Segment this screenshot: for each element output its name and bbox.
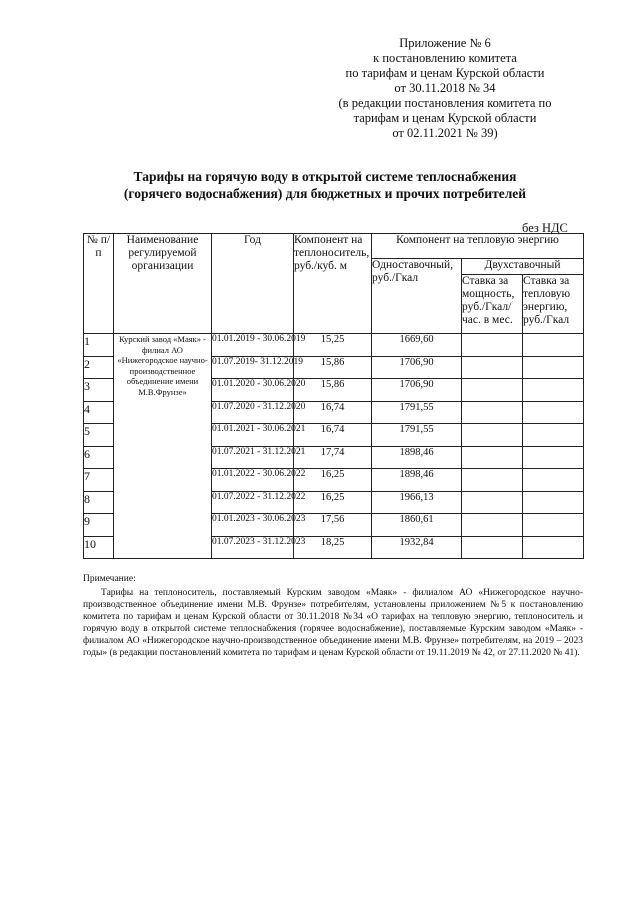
row-number: 4 <box>84 401 114 424</box>
row-single-rate: 1706,90 <box>372 379 462 402</box>
row-period: 01.01.2022 - 30.06.2022 <box>212 469 294 492</box>
row-period: 01.07.2023 - 31.12.2023 <box>212 536 294 559</box>
row-single-rate: 1791,55 <box>372 401 462 424</box>
row-power-rate <box>462 446 523 469</box>
row-energy-rate <box>523 514 584 537</box>
row-single-rate: 1898,46 <box>372 446 462 469</box>
appendix-line: Приложение № 6 <box>399 36 491 50</box>
row-energy-rate <box>523 334 584 357</box>
row-number: 5 <box>84 424 114 447</box>
document-title <box>60 168 590 202</box>
row-energy-rate <box>523 379 584 402</box>
row-power-rate <box>462 356 523 379</box>
row-energy-rate <box>523 424 584 447</box>
row-power-rate <box>462 401 523 424</box>
row-period: 01.01.2020 - 30.06.2020 <box>212 379 294 402</box>
row-carrier: 17,74 <box>294 446 372 469</box>
row-energy-rate <box>523 356 584 379</box>
note-title: Примечание: <box>83 574 136 584</box>
row-number: 6 <box>84 446 114 469</box>
header-organization: Наименование регулируемой организации <box>114 234 212 334</box>
row-carrier: 16,25 <box>294 491 372 514</box>
header-energy-rate: Ставка за тепловую энергию, руб./Гкал <box>523 275 584 334</box>
vat-note: без НДС <box>522 221 568 235</box>
title-line: (горячего водоснабжения) для бюджетных и прочих потребителей <box>123 186 527 201</box>
header-heat-carrier: Компонент на теплоноситель, руб./куб. м <box>294 234 372 334</box>
row-carrier: 15,86 <box>294 379 372 402</box>
header-heat-energy: Компонент на тепловую энергию <box>372 234 584 259</box>
row-carrier: 18,25 <box>294 536 372 559</box>
row-carrier: 15,25 <box>294 334 372 357</box>
row-period: 01.07.2022 - 31.12.2022 <box>212 491 294 514</box>
row-carrier: 17,56 <box>294 514 372 537</box>
appendix-line: (в редакции постановления комитета по <box>338 96 552 110</box>
header-single-rate: Одноставочный, руб./Гкал <box>372 259 462 334</box>
row-period: 01.07.2020 - 31.12.2020 <box>212 401 294 424</box>
header-num: № п/п <box>84 234 114 334</box>
appendix-line: от 02.11.2021 № 39) <box>392 126 498 140</box>
row-energy-rate <box>523 401 584 424</box>
row-number: 9 <box>84 514 114 537</box>
tariff-table <box>83 233 584 559</box>
organization-name: Курский завод «Маяк» - филиал АО «Нижегородское научно-производственное объединение имени М.В.Фрунзе» <box>114 334 212 559</box>
row-carrier: 16,74 <box>294 424 372 447</box>
row-power-rate <box>462 379 523 402</box>
row-period: 01.07.2021 - 31.12.2021 <box>212 446 294 469</box>
row-energy-rate <box>523 469 584 492</box>
row-number: 2 <box>84 356 114 379</box>
row-single-rate: 1966,13 <box>372 491 462 514</box>
row-number: 1 <box>84 334 114 357</box>
row-energy-rate <box>523 446 584 469</box>
row-carrier: 16,25 <box>294 469 372 492</box>
row-power-rate <box>462 469 523 492</box>
header-power-rate: Ставка за мощность, руб./Гкал/час. в мес. <box>462 275 523 334</box>
row-power-rate <box>462 536 523 559</box>
row-number: 10 <box>84 536 114 559</box>
row-carrier: 15,86 <box>294 356 372 379</box>
header-two-rate: Двухставочный <box>462 259 584 275</box>
table-row <box>84 334 584 357</box>
appendix-line: от 30.11.2018 № 34 <box>394 81 496 95</box>
row-single-rate: 1669,60 <box>372 334 462 357</box>
row-carrier: 16,74 <box>294 401 372 424</box>
row-single-rate: 1860,61 <box>372 514 462 537</box>
appendix-line: по тарифам и ценам Курской области <box>345 66 545 80</box>
row-power-rate <box>462 334 523 357</box>
row-period: 01.01.2021 - 30.06.2021 <box>212 424 294 447</box>
row-energy-rate <box>523 536 584 559</box>
row-period: 01.01.2023 - 30.06.2023 <box>212 514 294 537</box>
row-number: 7 <box>84 469 114 492</box>
row-number: 3 <box>84 379 114 402</box>
row-number: 8 <box>84 491 114 514</box>
row-single-rate: 1791,55 <box>372 424 462 447</box>
row-power-rate <box>462 491 523 514</box>
row-single-rate: 1706,90 <box>372 356 462 379</box>
row-single-rate: 1932,84 <box>372 536 462 559</box>
row-power-rate <box>462 514 523 537</box>
appendix-header <box>330 36 560 141</box>
appendix-line: к постановлению комитета <box>373 51 517 65</box>
note-text: Тарифы на теплоноситель, поставляемый Курским заводом «Маяк» - филиалом АО «Нижегородское научно-производственное объединение имени М.В. Фрунзе» потребителям, установлены приложением №5 к постановлению комитета по тарифам и ценам Курской области от 30.11.2018 №34 «О тарифах на тепловую энергию, теплоноситель и горячую воду в открытой системе теплоснабжения (горячее водоснабжение), поставляемые Курским заводом «Маяк» - филиалом АО «Нижегородское научно-производственное объединение имени М.В. Фрунзе» потребителям, на 2019 – 2023 годы» (в редакции постановлений комитета по тарифам и ценам Курской области от 19.11.2019 № 42, от 27.11.2020 № 41). <box>83 588 583 658</box>
row-single-rate: 1898,46 <box>372 469 462 492</box>
row-period: 01.07.2019- 31.12.2019 <box>212 356 294 379</box>
row-power-rate <box>462 424 523 447</box>
row-period: 01.01.2019 - 30.06.2019 <box>212 334 294 357</box>
appendix-line: тарифам и ценам Курской области <box>353 111 537 125</box>
row-energy-rate <box>523 491 584 514</box>
title-line: Тарифы на горячую воду в открытой системе теплоснабжения <box>133 169 517 184</box>
header-year: Год <box>212 234 294 334</box>
